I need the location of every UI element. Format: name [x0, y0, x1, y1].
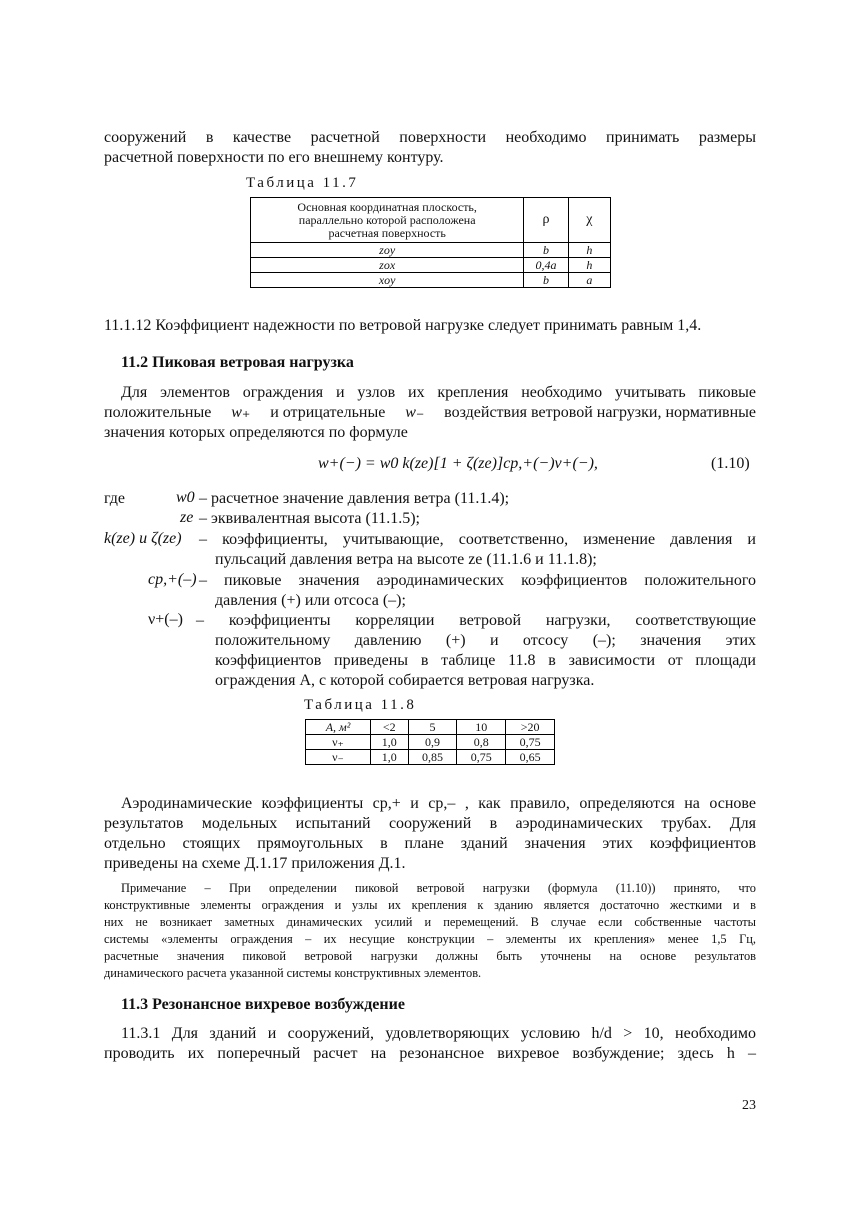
- table-row: ν₋ 1,0 0,85 0,75 0,65: [306, 750, 555, 765]
- table-11-8-caption: Таблица 11.8: [304, 697, 417, 713]
- para-aero-line4: приведены на схеме Д.1.17 приложения Д.1.: [104, 855, 406, 872]
- nu-description-line2: положительному давлению (+) и отсосу (–); значения этих: [215, 632, 756, 649]
- cp-symbol: cp,+(–): [148, 571, 197, 588]
- section-11-3-heading: 11.3 Резонансное вихревое возбуждение: [121, 996, 405, 1013]
- note-line4: системы «элементы ограждения – их несущие конструкции – элементы их крепления» менее 1,5 Гц,: [104, 932, 756, 946]
- table-11-7-header-rho: ρ: [524, 198, 568, 243]
- table-11-8: [305, 719, 555, 765]
- nu-description-line4: ограждения A, с которой собирается ветровая нагрузка.: [215, 672, 595, 689]
- cp-description-line1: – пиковые значения аэродинамических коэффициентов положительного: [199, 572, 756, 589]
- ze-description: – эквивалентная высота (11.1.5);: [199, 510, 420, 527]
- table-row: ν₊ 1,0 0,9 0,8 0,75: [306, 735, 555, 750]
- note-line6: динамического расчета указанной системы конструктивных элементов.: [104, 966, 482, 980]
- section-11-2-heading: 11.2 Пиковая ветровая нагрузка: [121, 354, 354, 371]
- table-row: A, м² <2 5 10 >20: [306, 720, 555, 735]
- para1-line1: сооружений в качестве расчетной поверхности необходимо принимать размеры: [104, 129, 756, 146]
- table-11-7: [250, 197, 611, 288]
- k-zeta-symbol: k(ze) и ζ(ze): [104, 530, 182, 547]
- para-aero-line3: отдельно стоящих прямоугольных в плане зданий значения этих коэффициентов: [104, 835, 756, 852]
- table-row: xoy b a: [251, 273, 611, 288]
- k-description-line1: – коэффициенты, учитывающие, соответственно, изменение давления и: [199, 531, 756, 548]
- note-line2: конструктивные элементы ограждения и узлы их крепления к зданию является достаточно жесткими и в: [104, 898, 756, 912]
- section-11-2-intro-line3: значения которых определяются по формуле: [104, 424, 408, 441]
- section-11-2-intro-line2: положительные w₊ и отрицательные w₋ воздействия ветровой нагрузки, нормативные: [104, 404, 756, 421]
- table-11-7-header-chi: χ: [568, 198, 610, 243]
- para-aero-line1: Аэродинамические коэффициенты cp,+ и cp,– , как правило, определяются на основе: [121, 795, 756, 812]
- nu-symbol: ν+(–): [148, 611, 183, 628]
- formula-number: (1.10): [711, 455, 750, 472]
- w0-description: – расчетное значение давления ветра (11.1.4);: [199, 490, 510, 507]
- cp-description-line2: давления (+) или отсоса (–);: [215, 592, 406, 609]
- nu-description-line3: коэффициентов приведены в таблице 11.8 в зависимости от площади: [215, 652, 756, 669]
- ze-symbol: ze: [180, 509, 194, 526]
- table-11-7-caption: Таблица 11.7: [246, 175, 359, 191]
- section-11-3-line2: проводить их поперечный расчет на резонансное вихревое возбуждение; здесь h –: [104, 1045, 756, 1062]
- para1-line2: расчетной поверхности по его внешнему контуру.: [104, 149, 444, 166]
- table-row: zoy b h: [251, 243, 611, 258]
- formula-1-10: w+(−) = w0 k(ze)[1 + ζ(ze)]cp,+(−)ν+(−),: [318, 455, 598, 472]
- table-11-7-header-plane: Основная координатная плоскость, параллельно которой расположена расчетная поверхность: [251, 198, 524, 243]
- nu-description-line1: – коэффициенты корреляции ветровой нагрузки, соответствующие: [196, 612, 756, 629]
- table-row: zox 0,4a h: [251, 258, 611, 273]
- para-11-1-12: 11.1.12 Коэффициент надежности по ветровой нагрузке следует принимать равным 1,4.: [104, 317, 702, 334]
- note-line3: них не возникает заметных динамических усилий и перемещений. В случае если собственные частоты: [104, 915, 756, 929]
- k-description-line2: пульсаций давления ветра на высоте ze (11.1.6 и 11.1.8);: [215, 551, 597, 568]
- w0-symbol: w0: [176, 489, 195, 506]
- note-line5: расчетные значения пиковой ветровой нагрузки должны быть уточнены на основе результатов: [104, 949, 756, 963]
- para-aero-line2: результатов модельных испытаний сооружений в аэродинамических трубах. Для: [104, 815, 756, 832]
- note-line1: Примечание – При определении пиковой ветровой нагрузки (формула (11.10)) принято, что: [121, 881, 756, 895]
- page-number: 23: [742, 1098, 756, 1113]
- section-11-3-line1: 11.3.1 Для зданий и сооружений, удовлетворяющих условию h/d > 10, необходимо: [121, 1025, 756, 1042]
- section-11-2-intro-line1: Для элементов ограждения и узлов их крепления необходимо учитывать пиковые: [121, 384, 756, 401]
- where-label: где: [104, 490, 126, 507]
